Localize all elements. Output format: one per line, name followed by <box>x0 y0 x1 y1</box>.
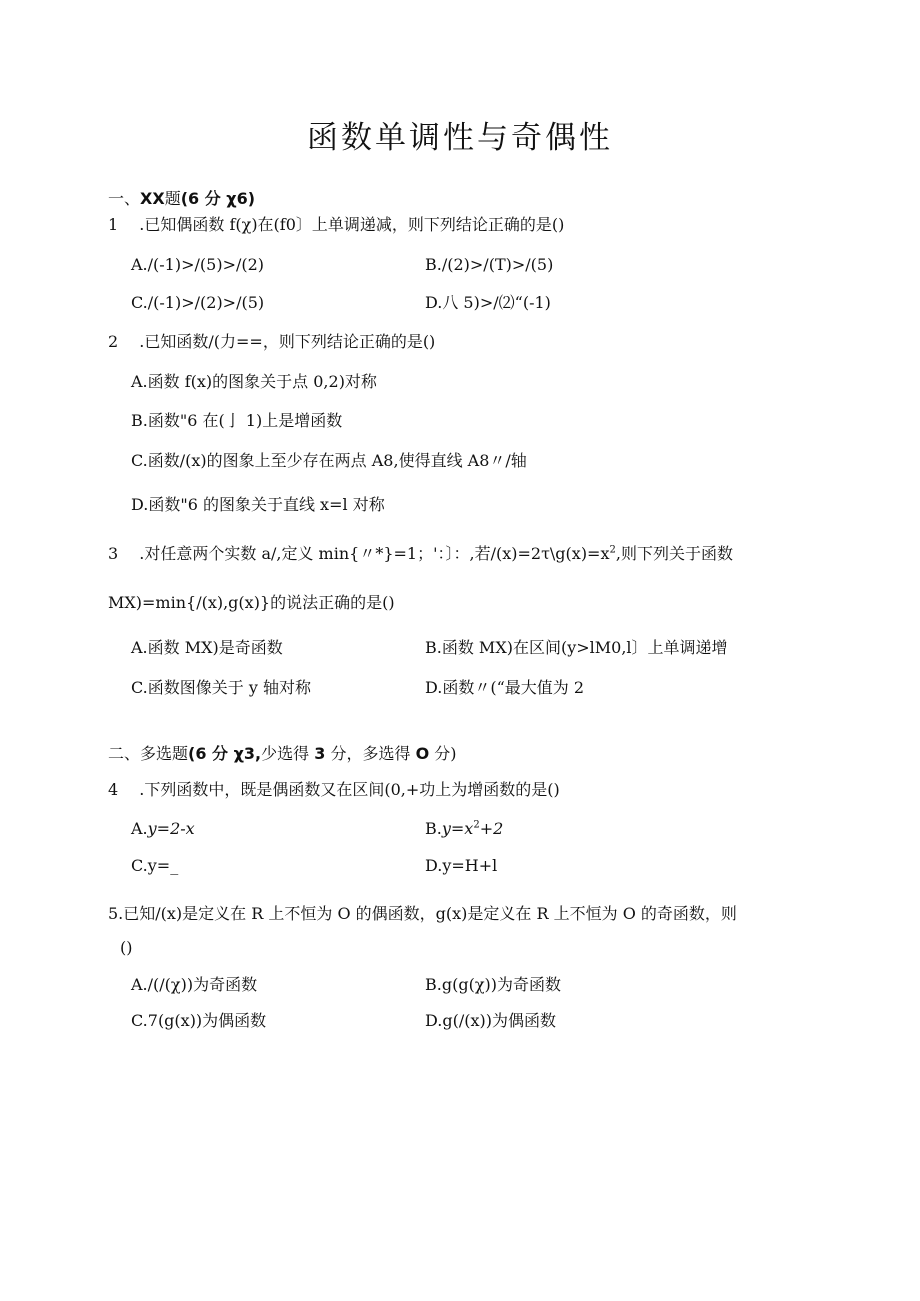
question-4 <box>108 779 560 801</box>
section-2-end: 分) <box>429 744 457 763</box>
question-3-superscript: 2 <box>609 544 616 556</box>
section-1-score: (6 分 χ6) <box>180 189 256 208</box>
question-1-option-b: B./(2)>/(T)>/(5) <box>425 255 554 274</box>
question-3-number: 3 <box>108 544 119 563</box>
question-4-option-a-formula: y=2-x <box>147 819 195 838</box>
question-5-option-c: C.7(g(x))为偶函数 <box>131 1011 267 1030</box>
question-4-option-c: C.y=_ <box>131 856 179 875</box>
question-3-line-2: MX)=min{/(x),g(x)}的说法正确的是() <box>108 593 395 612</box>
section-2-header <box>108 743 457 765</box>
question-4-option-d: D.y=H+l <box>425 856 498 875</box>
question-5-option-a: A./(/(χ))为奇函数 <box>131 975 258 994</box>
section-2-score: (6 分 χ3, <box>188 744 262 763</box>
question-1-text: .已知偶函数 f(χ)在(f0〕上单调递减，则下列结论正确的是() <box>139 215 565 234</box>
question-3-option-d: D.函数〃(“最大值为 2 <box>425 678 585 697</box>
section-1-prefix: 一、 <box>108 189 141 208</box>
question-4-option-b-superscript: 2 <box>473 819 480 831</box>
question-2-option-c: C.函数/(x)的图象上至少存在两点 A8,使得直线 A8〃/轴 <box>131 451 527 470</box>
question-5-option-b: B.g(g(χ))为奇函数 <box>425 975 561 994</box>
question-3-text: .对任意两个实数 a/,定义 min{〃*}=1；'：〕：,若/(x)=2τ\g(x)=x <box>139 544 610 563</box>
question-1-option-c: C./(-1)>/(2)>/(5) <box>131 293 265 312</box>
section-1-mid: 题 <box>164 189 181 208</box>
question-2-option-a: A.函数 f(x)的图象关于点 0,2)对称 <box>131 372 377 391</box>
question-4-number: 4 <box>108 780 119 799</box>
question-5-paren: () <box>120 938 133 957</box>
question-2-text: .已知函数/(力==，则下列结论正确的是() <box>139 332 436 351</box>
section-2-prefix: 二、多选题 <box>108 744 189 763</box>
question-4-option-b-formula: y=x <box>441 819 474 838</box>
section-1-header <box>108 188 255 210</box>
question-2-number: 2 <box>108 332 119 351</box>
section-2-wrong-score: O <box>415 744 430 763</box>
question-1-option-d: D.八 5)>/⑵“(-1) <box>425 293 551 312</box>
section-2-mid-2: 分，多选得 <box>325 744 416 763</box>
question-4-text: .下列函数中，既是偶函数又在区间(0,+功上为增函数的是() <box>139 780 560 799</box>
question-5-text: 5.已知/(x)是定义在 R 上不恒为 O 的偶函数，g(x)是定义在 R 上不恒为 O 的奇函数，则 <box>108 904 737 923</box>
section-2-partial-score: 3 <box>314 744 326 763</box>
question-4-option-b <box>425 818 503 840</box>
question-2 <box>108 331 435 353</box>
question-1-option-a: A./(-1)>/(5)>/(2) <box>131 255 265 274</box>
page-title: 函数单调性与奇偶性 <box>307 120 613 156</box>
question-3-text-end: ,则下列关于函数 <box>615 544 733 563</box>
question-4-option-b-prefix: B. <box>425 819 442 838</box>
question-1-number: 1 <box>108 215 119 234</box>
question-3-option-c: C.函数图像关于 y 轴对称 <box>131 678 311 697</box>
question-5-option-d: D.g(/(x))为偶函数 <box>425 1011 556 1030</box>
question-3 <box>108 543 733 565</box>
question-4-option-a <box>131 818 195 840</box>
question-2-option-d: D.函数"6 的图象关于直线 x=l 对称 <box>131 495 385 514</box>
question-4-option-b-formula-end: +2 <box>479 819 504 838</box>
section-1-bold: XX <box>140 189 165 208</box>
question-2-option-b: B.函数"6 在(亅 1)上是增函数 <box>131 411 343 430</box>
question-3-option-a: A.函数 MX)是奇函数 <box>131 638 283 657</box>
question-4-option-a-prefix: A. <box>131 819 148 838</box>
section-2-mid-1: 少选得 <box>261 744 315 763</box>
question-1 <box>108 214 564 236</box>
question-3-option-b: B.函数 MX)在区间(y>lM0,l〕上单调递增 <box>425 638 728 657</box>
